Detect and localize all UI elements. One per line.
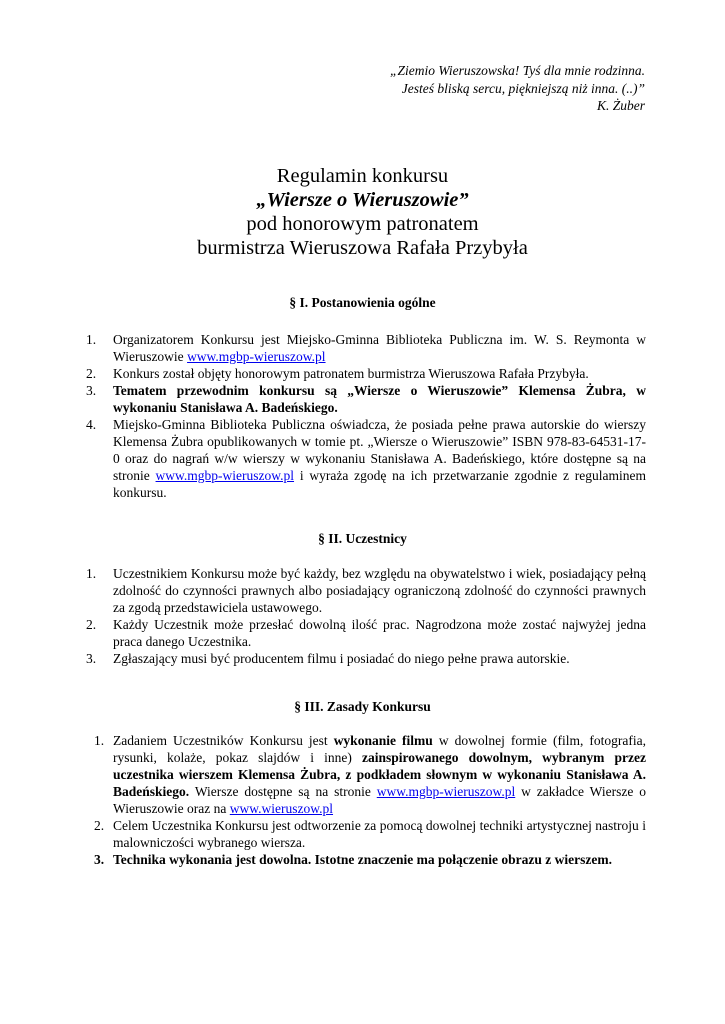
list-item bbox=[94, 851, 646, 868]
document-title bbox=[80, 164, 645, 260]
title-line-1: Regulamin konkursu bbox=[276, 165, 449, 187]
item-text: Tematem przewodnim konkursu są „Wiersze o Wieruszowie” Klemensa Żubra, w wykonaniu Stanisława A. Badeńskiego. bbox=[113, 383, 646, 415]
item-text: Organizatorem Konkursu jest Miejsko-Gminna Biblioteka Publiczna im. W. S. Reymonta w Wieruszowie bbox=[113, 332, 646, 364]
section-2-list bbox=[86, 565, 646, 667]
epigraph-author: K. Żuber bbox=[596, 98, 645, 113]
item-number: 1. bbox=[94, 733, 105, 748]
item-number: 3. bbox=[86, 383, 97, 398]
item-text: Technika wykonania jest dowolna. Istotne znaczenie ma połączenie obrazu z wierszem. bbox=[113, 852, 612, 867]
title-line-4: burmistrza Wieruszowa Rafała Przybyła bbox=[197, 237, 528, 259]
list-item bbox=[94, 817, 646, 851]
item-text: Miejsko-Gminna Biblioteka Publiczna oświadcza, że posiada pełne prawa autorskie do wierszy Klemensa Żubra opublikowanych w tomie pt. „Wiersze o Wieruszowie” ISBN 978-83-64531-17-0 oraz do nagrań w/w wierszy w wykonaniu Stanisława A. Badeńskiego, które dostępne są na stronie bbox=[113, 417, 646, 483]
list-item bbox=[86, 650, 646, 667]
title-line-2: „Wiersze o Wieruszowie” bbox=[256, 189, 469, 211]
item-text-bold: zainspirowanego dowolnym, wybranym przez uczestnika wierszem Klemensa Żubra, z podkładem słownym w wykonaniu Stanisława A. Badeńskiego. bbox=[113, 750, 646, 799]
title-line-3: pod honorowym patronatem bbox=[246, 213, 479, 235]
item-text: Każdy Uczestnik może przesłać dowolną ilość prac. Nagrodzona może zostać najwyżej jedna praca danego Uczestnika. bbox=[113, 617, 646, 649]
list-item bbox=[86, 416, 646, 501]
section-3-list bbox=[94, 732, 646, 868]
epigraph-line-1: „Ziemio Wieruszowska! Tyś dla mnie rodzinna. bbox=[389, 63, 645, 78]
section-1-list bbox=[86, 331, 646, 501]
item-text-continued: i wyraża zgodę na ich przetwarzanie zgodnie z regulaminem konkursu. bbox=[113, 468, 646, 500]
list-item bbox=[86, 565, 646, 616]
epigraph bbox=[225, 62, 645, 115]
item-text: Uczestnikiem Konkursu może być każdy, bez względu na obywatelstwo i wiek, posiadający pełną zdolność do czynności prawnych albo posiadający ograniczoną zdolność do czynności prawnych za zgodą przedstawiciela ustawowego. bbox=[113, 566, 646, 615]
list-item bbox=[86, 331, 646, 365]
item-text: Zgłaszający musi być producentem filmu i posiadać do niego pełne prawa autorskie. bbox=[113, 651, 570, 666]
list-item bbox=[94, 732, 646, 817]
item-text: w zakładce Wiersze o Wieruszowie oraz na bbox=[113, 784, 646, 816]
item-number: 4. bbox=[86, 417, 97, 432]
section-2-heading: § II. Uczestnicy bbox=[318, 531, 407, 546]
item-text-bold: wykonanie filmu bbox=[333, 733, 433, 748]
item-number: 2. bbox=[86, 366, 97, 381]
item-number: 1. bbox=[86, 566, 97, 581]
item-number: 1. bbox=[86, 332, 97, 347]
library-website-link[interactable]: www.mgbp-wieruszow.pl bbox=[187, 349, 326, 364]
list-item bbox=[86, 382, 646, 416]
item-number: 3. bbox=[94, 852, 105, 867]
library-website-link[interactable]: www.mgbp-wieruszow.pl bbox=[376, 784, 516, 799]
list-item bbox=[86, 365, 646, 382]
section-1-heading: § I. Postanowienia ogólne bbox=[289, 295, 436, 310]
library-website-link[interactable]: www.mgbp-wieruszow.pl bbox=[155, 468, 295, 483]
item-number: 2. bbox=[94, 818, 105, 833]
town-website-link[interactable]: www.wieruszow.pl bbox=[229, 801, 334, 816]
epigraph-line-2: Jesteś bliską sercu, piękniejszą niż inna. (..)” bbox=[401, 80, 645, 96]
list-item bbox=[86, 616, 646, 650]
item-text: Zadaniem Uczestników Konkursu jest bbox=[113, 733, 334, 748]
item-text: Celem Uczestnika Konkursu jest odtworzenie za pomocą dowolnej techniki artystycznej nastroju i malowniczości wybranego wiersza. bbox=[113, 818, 646, 850]
item-number: 2. bbox=[86, 617, 97, 632]
item-text: w dowolnej formie (film, fotografia, rysunki, kolaże, pokaz slajdów i inne) bbox=[113, 733, 646, 765]
item-text: Konkurs został objęty honorowym patronatem burmistrza Wieruszowa Rafała Przybyła. bbox=[113, 366, 589, 381]
item-number: 3. bbox=[86, 651, 97, 666]
section-3-heading: § III. Zasady Konkursu bbox=[294, 699, 431, 714]
item-text: Wiersze dostępne są na stronie bbox=[189, 784, 377, 799]
